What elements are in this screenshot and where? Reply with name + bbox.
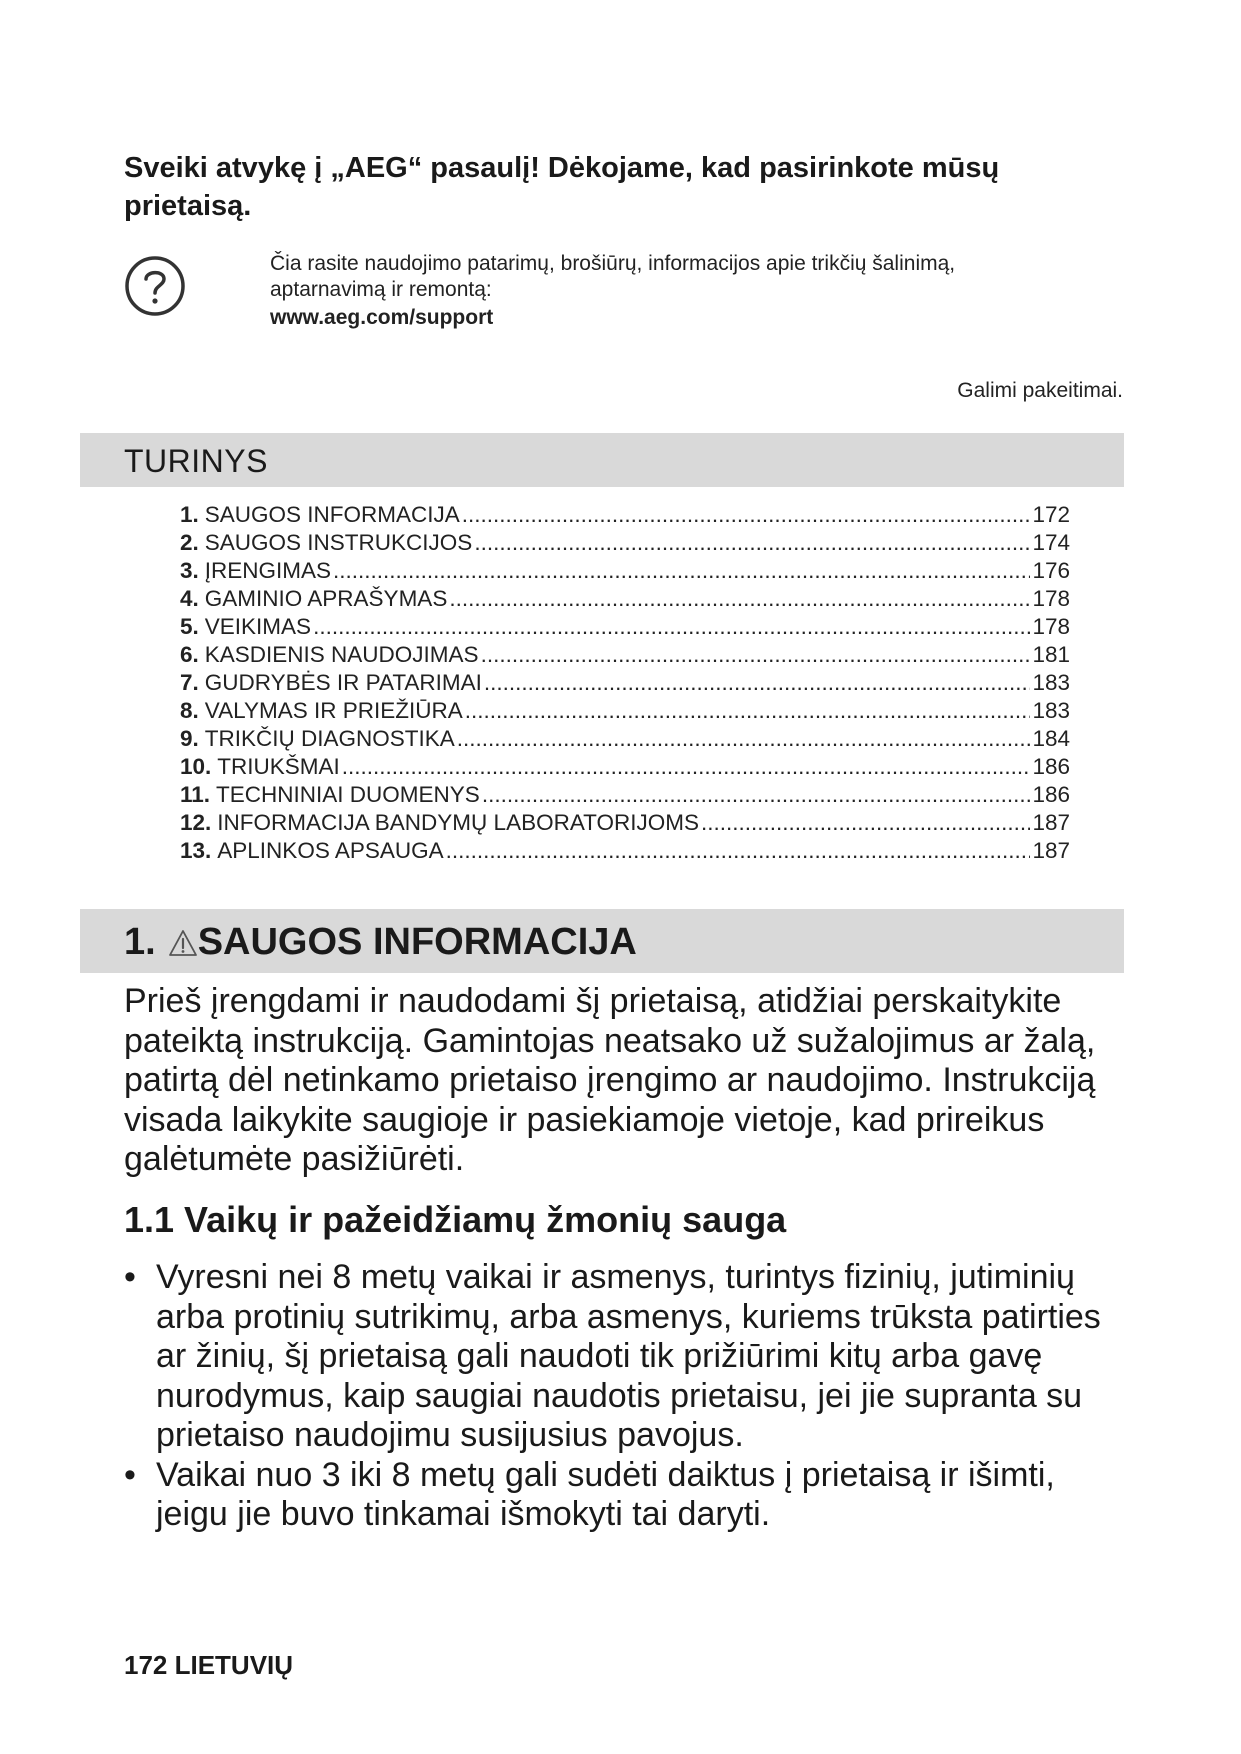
- toc-item[interactable]: [180, 557, 1070, 585]
- section-intro: Prieš įrengdami ir naudodami šį prietaisą, atidžiai perskaitykite pateiktą instrukciją. Gamintojas neatsako už sužalojimus ar žalą, patirtą dėl netinkamo prietaiso įrengimo ar naudojimo. Instrukciją visada laikykite saugioje ir pasiekiamoje vietoje, kad prireikus galėtumėte pasižiūrėti.: [124, 982, 1096, 1178]
- list-item: [124, 1456, 1134, 1535]
- toc-item-label: APLINKOS APSAUGA: [217, 838, 444, 863]
- bullet-icon: •: [124, 1258, 136, 1296]
- support-description: Čia rasite naudojimo patarimų, brošiūrų, informacijos apie trikčių šalinimą, aptarnavimą ir remontą:: [270, 252, 956, 301]
- toc-item-label: KASDIENIS NAUDOJIMAS: [204, 642, 479, 667]
- toc-item-number: 9.: [180, 726, 199, 751]
- toc-item-number: 7.: [180, 670, 199, 695]
- toc-leader-dots: [701, 809, 1030, 837]
- toc-item[interactable]: [180, 753, 1070, 781]
- toc-item-label: TRIUKŠMAI: [217, 754, 340, 779]
- toc-item-page: 181: [1032, 642, 1070, 667]
- toc-leader-dots: [333, 557, 1030, 585]
- toc-item[interactable]: [180, 585, 1070, 613]
- toc-item[interactable]: [180, 529, 1070, 557]
- toc-leader-dots: [482, 781, 1031, 809]
- toc-item-page: 186: [1032, 782, 1070, 807]
- toc-item-number: 8.: [180, 698, 199, 723]
- toc-item-label: SAUGOS INFORMACIJA: [204, 502, 460, 527]
- toc-item-number: 2.: [180, 530, 199, 555]
- welcome-heading: Sveiki atvykę į „AEG“ pasaulį! Dėkojame, kad pasirinkote mūsų prietaisą.: [124, 152, 1000, 222]
- toc-item[interactable]: [180, 613, 1070, 641]
- toc-item[interactable]: [180, 837, 1070, 865]
- toc-item-number: 6.: [180, 642, 199, 667]
- toc-header-band: [80, 433, 1124, 487]
- toc-item-label: SAUGOS INSTRUKCIJOS: [204, 530, 473, 555]
- toc-item-page: 178: [1032, 586, 1070, 611]
- support-info: [270, 251, 1070, 331]
- toc-item-page: 183: [1032, 670, 1070, 695]
- bullet-list: [124, 1258, 1134, 1535]
- toc-item-page: 174: [1032, 530, 1070, 555]
- toc-leader-dots: [484, 669, 1031, 697]
- toc-item[interactable]: [180, 781, 1070, 809]
- toc-title: TURINYS: [124, 443, 268, 479]
- toc-item-number: 10.: [180, 754, 212, 779]
- list-item: [124, 1258, 1134, 1456]
- toc-item-page: 187: [1032, 810, 1070, 835]
- subsection-title: 1.1 Vaikų ir pažeidžiamų žmonių sauga: [124, 1199, 787, 1240]
- toc-leader-dots: [446, 837, 1031, 865]
- toc-list: [180, 501, 1070, 865]
- toc-leader-dots: [342, 753, 1031, 781]
- toc-item-number: 3.: [180, 558, 199, 583]
- toc-leader-dots: [474, 529, 1030, 557]
- toc-item[interactable]: [180, 809, 1070, 837]
- toc-item-label: VALYMAS IR PRIEŽIŪRA: [204, 698, 463, 723]
- section-title: [124, 921, 637, 964]
- toc-leader-dots: [449, 585, 1030, 613]
- toc-item[interactable]: [180, 669, 1070, 697]
- toc-item-number: 13.: [180, 838, 212, 863]
- toc-item-number: 12.: [180, 810, 212, 835]
- changes-note: Galimi pakeitimai.: [957, 379, 1123, 402]
- toc-item-number: 11.: [180, 782, 211, 807]
- toc-item[interactable]: [180, 641, 1070, 669]
- bullet-text: Vyresni nei 8 metų vaikai ir asmenys, turintys fizinių, jutiminių arba protinių sutrikimų, arba asmenys, kuriems trūksta patirties ar žinių, šį prietaisą gali naudoti tik prižiūrimi kitų arba gavę nurodymus, kaip saugiai naudotis prietaisu, jei jie supranta su prietaiso naudojimu susijusius pavojus.: [156, 1258, 1101, 1454]
- toc-item-page: 178: [1032, 614, 1070, 639]
- page-footer: 172 LIETUVIŲ: [124, 1650, 294, 1680]
- toc-item-page: 187: [1032, 838, 1070, 863]
- bullet-icon: •: [124, 1455, 136, 1494]
- toc-item-page: 183: [1032, 698, 1070, 723]
- toc-item-number: 4.: [180, 586, 199, 611]
- toc-item-number: 1.: [180, 502, 199, 527]
- toc-item[interactable]: [180, 501, 1070, 529]
- toc-item[interactable]: [180, 725, 1070, 753]
- toc-item-label: GUDRYBĖS IR PATARIMAI: [204, 670, 482, 695]
- toc-leader-dots: [465, 697, 1031, 725]
- toc-item-label: INFORMACIJA BANDYMŲ LABORATORIJOMS: [217, 810, 700, 835]
- section-header-band: [80, 909, 1124, 973]
- section-title-text: SAUGOS INFORMACIJA: [197, 921, 637, 963]
- warning-triangle-icon: [168, 929, 198, 957]
- toc-leader-dots: [313, 613, 1030, 641]
- toc-item-page: 176: [1032, 558, 1070, 583]
- toc-leader-dots: [462, 501, 1031, 529]
- toc-leader-dots: [481, 641, 1031, 669]
- toc-item-page: 184: [1032, 726, 1070, 751]
- question-circle-icon: [124, 255, 186, 317]
- toc-item-page: 172: [1032, 502, 1070, 527]
- toc-item-label: TRIKČIŲ DIAGNOSTIKA: [204, 726, 455, 751]
- toc-item-label: GAMINIO APRAŠYMAS: [204, 586, 448, 611]
- bullet-text: Vaikai nuo 3 iki 8 metų gali sudėti daiktus į prietaisą ir išimti, jeigu jie buvo tinkamai išmokyti tai daryti.: [156, 1455, 1055, 1533]
- support-link[interactable]: www.aeg.com/support: [270, 306, 494, 329]
- toc-item-page: 186: [1032, 754, 1070, 779]
- toc-item[interactable]: [180, 697, 1070, 725]
- toc-item-label: TECHNINIAI DUOMENYS: [216, 782, 480, 807]
- section-number: 1.: [124, 921, 156, 963]
- toc-item-number: 5.: [180, 614, 199, 639]
- toc-item-label: ĮRENGIMAS: [204, 558, 332, 583]
- toc-item-label: VEIKIMAS: [204, 614, 312, 639]
- toc-leader-dots: [457, 725, 1031, 753]
